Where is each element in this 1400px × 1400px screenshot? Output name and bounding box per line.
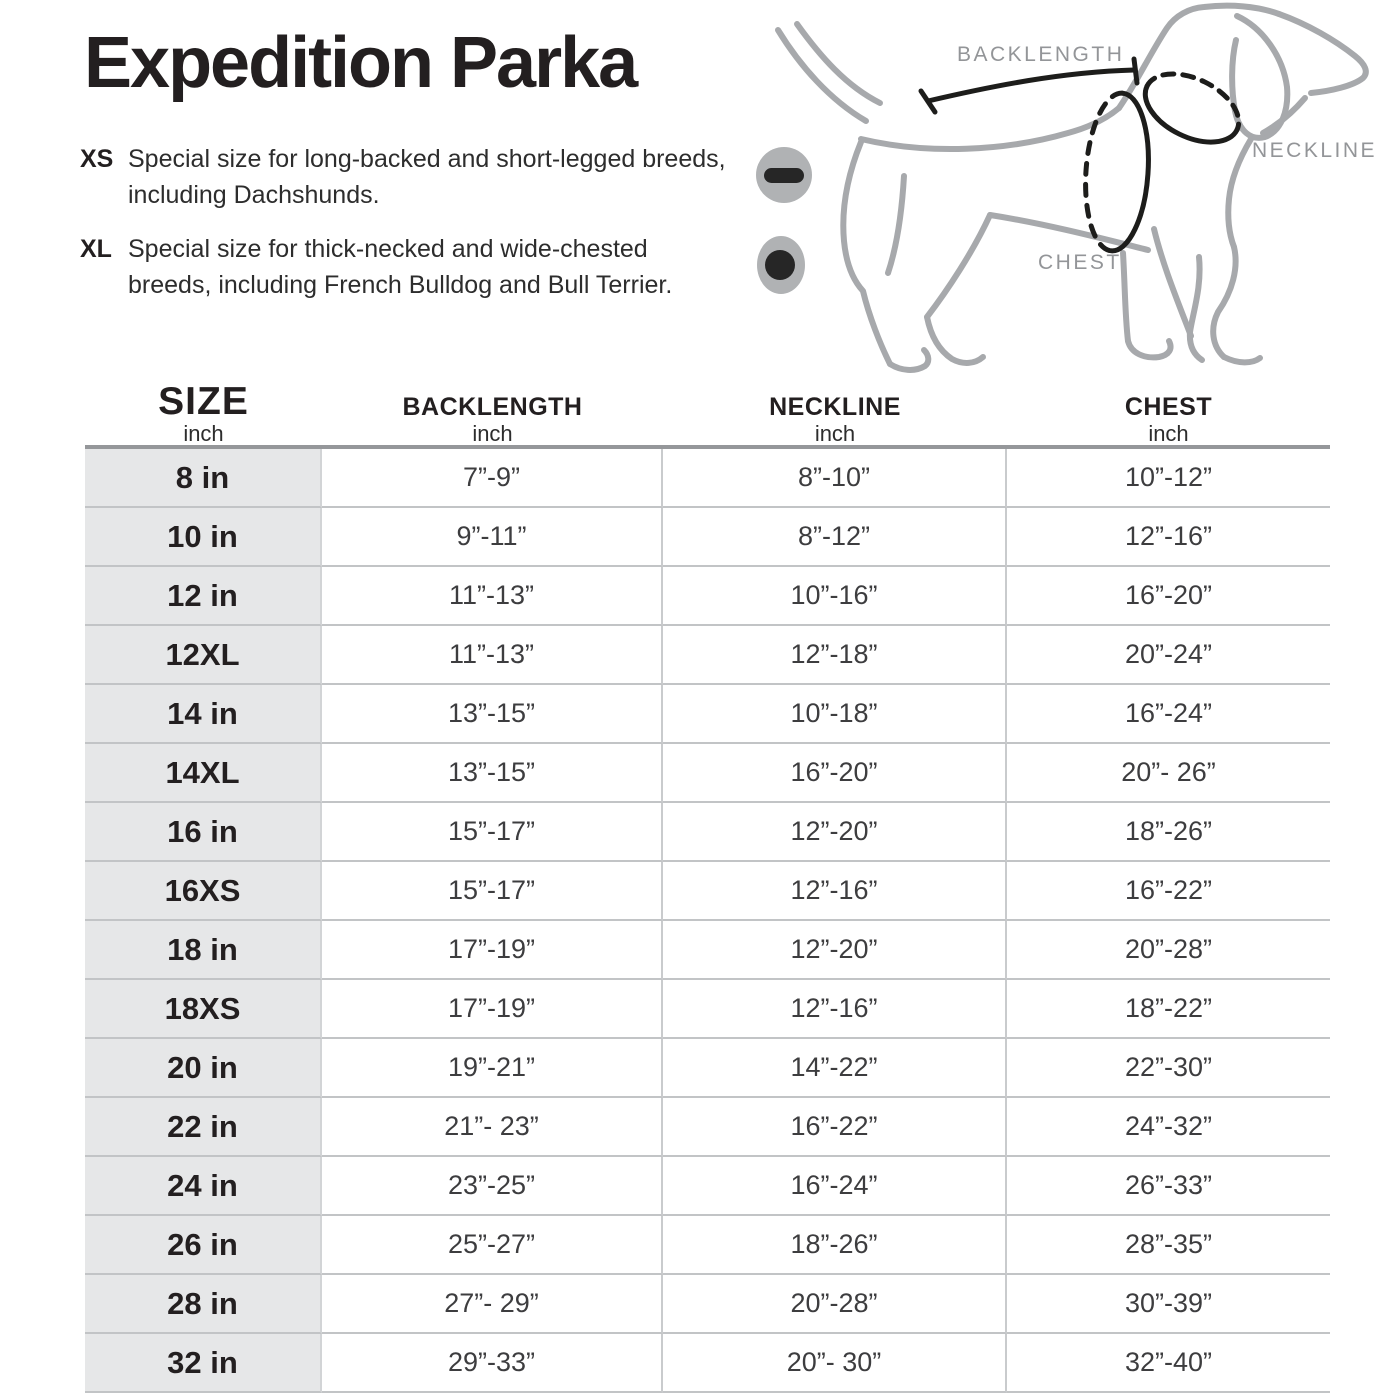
neckline-cell: 12”-16” [663,980,1007,1039]
note-xs [80,141,728,213]
column-header-backlength [322,393,663,452]
backlength-cell: 27”- 29” [322,1275,663,1334]
backlength-cell: 21”- 23” [322,1098,663,1157]
chest-cell: 24”-32” [1007,1098,1330,1157]
backlength-cell: 23”-25” [322,1157,663,1216]
size-cell: 16 in [85,803,322,862]
backlength-cell: 11”-13” [322,567,663,626]
column-header-size [85,380,322,452]
chest-measure-ellipse [1081,91,1154,253]
size-cell: 20 in [85,1039,322,1098]
backlength-cell: 7”-9” [322,449,663,508]
size-table-body [85,445,1330,1393]
size-cell: 24 in [85,1157,322,1216]
chest-cell: 30”-39” [1007,1275,1330,1334]
size-cell: 26 in [85,1216,322,1275]
chest-cell: 32”-40” [1007,1334,1330,1393]
neckline-cell: 20”- 30” [663,1334,1007,1393]
backlength-cell: 19”-21” [322,1039,663,1098]
backlength-cell: 29”-33” [322,1334,663,1393]
size-cell: 14XL [85,744,322,803]
backlength-cell: 13”-15” [322,744,663,803]
chest-cell: 16”-24” [1007,685,1330,744]
neckline-cell: 18”-26” [663,1216,1007,1275]
backlength-cell: 25”-27” [322,1216,663,1275]
measurement-annotations [921,59,1250,253]
note-xs-label: XS [80,145,114,173]
size-table-header [85,380,1330,446]
size-table [85,380,1330,1393]
note-xl-text: Special size for thick-necked and wide-chested breeds, including French Bulldog and Bull Terrier. [128,235,673,299]
chest-cell: 26”-33” [1007,1157,1330,1216]
dot-button-icon [757,236,805,294]
size-cell: 16XS [85,862,322,921]
chest-cell: 18”-26” [1007,803,1330,862]
neckline-cell: 8”-10” [663,449,1007,508]
column-header-size-unit: inch [183,421,224,446]
size-cell: 14 in [85,685,322,744]
chest-cell: 10”-12” [1007,449,1330,508]
neckline-cell: 16”-24” [663,1157,1007,1216]
size-cell: 18XS [85,980,322,1039]
neckline-cell: 10”-18” [663,685,1007,744]
size-cell: 10 in [85,508,322,567]
chest-cell: 20”- 26” [1007,744,1330,803]
column-header-chest-label: CHEST [1124,393,1213,421]
column-header-backlength-unit: inch [472,421,513,446]
size-cell: 32 in [85,1334,322,1393]
note-xs-text: Special size for long-backed and short-legged breeds, including Dachshunds. [128,145,726,209]
size-cell: 18 in [85,921,322,980]
neckline-cell: 8”-12” [663,508,1007,567]
neckline-cell: 10”-16” [663,567,1007,626]
chest-cell: 20”-28” [1007,921,1330,980]
size-cell: 8 in [85,449,322,508]
slot-button-icon [756,147,812,203]
backlength-cell: 17”-19” [322,921,663,980]
chest-cell: 16”-20” [1007,567,1330,626]
backlength-diagram-label: BACKLENGTH [957,43,1125,66]
backlength-cell: 9”-11” [322,508,663,567]
neckline-cell: 12”-16” [663,862,1007,921]
backlength-cell: 15”-17” [322,862,663,921]
backlength-cell: 11”-13” [322,626,663,685]
neckline-cell: 20”-28” [663,1275,1007,1334]
backlength-cell: 17”-19” [322,980,663,1039]
backlength-cell: 15”-17” [322,803,663,862]
size-cell: 22 in [85,1098,322,1157]
neckline-diagram-label: NECKLINE [1252,139,1378,162]
column-header-neckline [663,393,1007,452]
note-xl [80,231,728,303]
backlength-cell: 13”-15” [322,685,663,744]
column-header-chest-unit: inch [1148,421,1189,446]
note-xl-label: XL [80,235,112,263]
size-cell: 12 in [85,567,322,626]
chest-cell: 22”-30” [1007,1039,1330,1098]
column-header-size-label: SIZE [158,380,249,423]
column-header-neckline-unit: inch [814,421,856,446]
size-cell: 12XL [85,626,322,685]
neckline-cell: 12”-20” [663,921,1007,980]
chest-cell: 28”-35” [1007,1216,1330,1275]
page-title: Expedition Parka [84,23,637,103]
chest-diagram-label: CHEST [1038,251,1122,274]
closure-icons [756,147,812,294]
chest-cell: 18”-22” [1007,980,1330,1039]
chest-cell: 12”-16” [1007,508,1330,567]
chest-cell: 16”-22” [1007,862,1330,921]
neckline-cell: 12”-18” [663,626,1007,685]
column-header-backlength-label: BACKLENGTH [402,393,583,421]
column-header-neckline-label: NECKLINE [769,393,901,421]
neckline-cell: 12”-20” [663,803,1007,862]
chest-cell: 20”-24” [1007,626,1330,685]
neckline-cell: 16”-22” [663,1098,1007,1157]
neckline-cell: 16”-20” [663,744,1007,803]
size-cell: 28 in [85,1275,322,1334]
neckline-cell: 14”-22” [663,1039,1007,1098]
column-header-chest [1007,393,1330,452]
